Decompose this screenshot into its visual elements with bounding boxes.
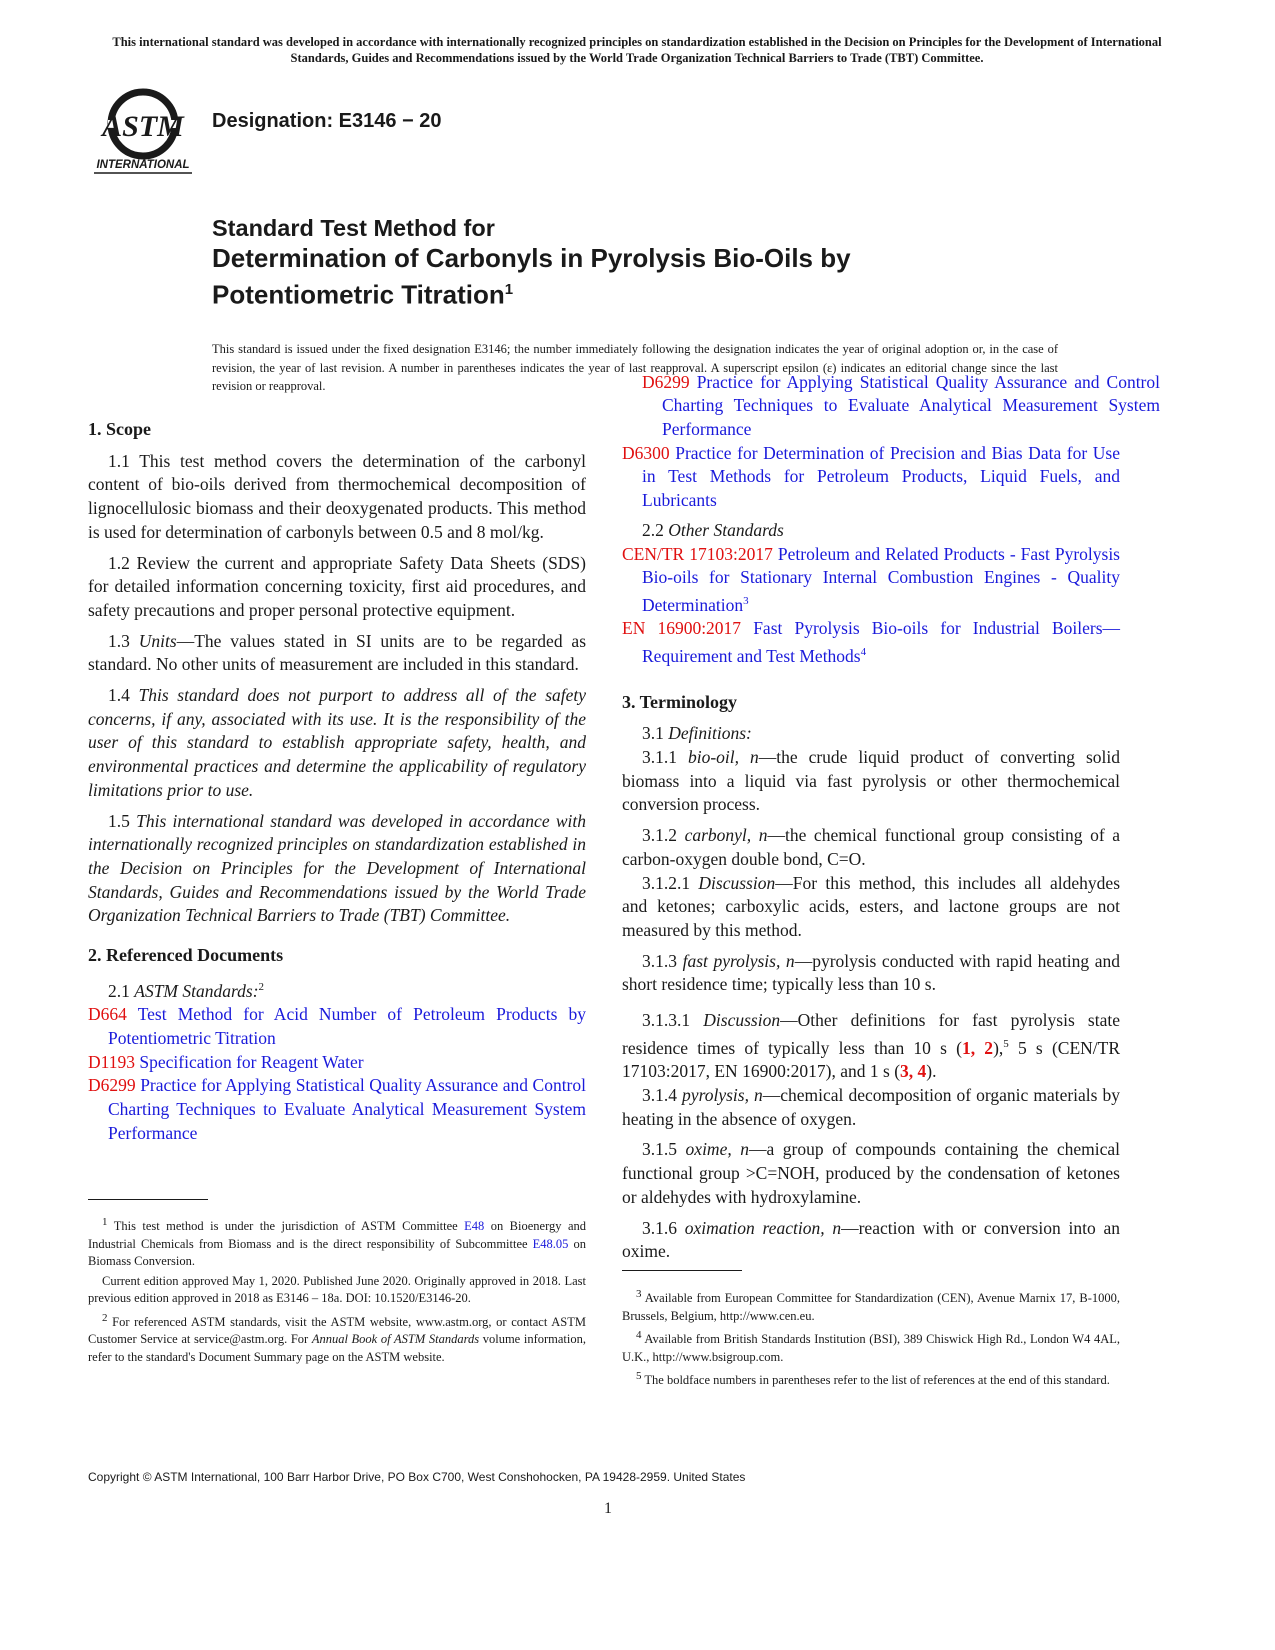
astm-logo-mark [100,92,185,156]
section-2-heading: 2. Referenced Documents [88,945,284,966]
para-1-1: 1.1 This test method covers the determination of the carbonyl content of bio-oils derived from thermochemical decomposition of lignocellulosic biomass and their deoxygenated products. This method is used for determination of carbonyls between 0.5 and 8 mol/kg. [88,450,586,542]
para-3-1: 3.1 Definitions: [642,723,752,744]
footnote-4: $^4$ Available from British Standards Institution (BSI), 389 Chiswick High Rd., London W4 4AL, U.K., http://www.bsigroup.com. [622,1329,1120,1364]
footnote-rule-left [88,1199,208,1200]
para-1-5: 1.5 This international standard was developed in accordance with internationally recognized principles on standardization established in the Decision on Principles for the Development of International Standards, Guides and Recommendations issued by the World Trade Organization Technical Barriers to Trade (TBT) Committee. [88,810,587,926]
title-line-1: Standard Test Method for [212,215,495,241]
footnote-3: $^3$ Available from European Committee for Standardization (CEN), Avenue Marnix 17, B-1000, Brussels, Belgium, http://www.cen.eu. [622,1288,1120,1323]
copyright-line: Copyright © ASTM International, 100 Barr Harbor Drive, PO Box C700, West Conshohocken, PA 19428-2959. United States [88,1470,746,1484]
right-column [622,371,1160,1271]
left-column [88,418,587,1143]
section-3-heading: 3. Terminology [622,691,738,712]
para-3-1-2: 3.1.2 carbonyl, n—the chemical functional group consisting of a carbon-oxygen double bond, C=O. [622,825,1121,869]
ref-link-3-4[interactable]: 3, 4 [900,1061,927,1082]
astm-logo-subtext: INTERNATIONAL [96,159,190,171]
para-3-1-3: 3.1.3 fast pyrolysis, n—pyrolysis conducted with rapid heating and short residence time; typically less than 10 s. [622,950,1120,995]
ref-d6299[interactable]: D6299 Practice for Applying Statistical Quality Assurance and Control Charting Techniques to Evaluate Analytical Measurement System Performance [88,1075,586,1143]
ref-cen-tr-17103[interactable]: CEN/TR 17103:2017 Petroleum and Related Products - Fast Pyrolysis Bio-oils for Stationary Internal Combustion Engines - Quality Determination$^3$ [622,543,1120,615]
footnote-1: $^1$ This test method is under the jurisdiction of ASTM Committee E48 on Bioenergy and Industrial Chemicals from Biomass and is the direct responsibility of Subcommittee E48.05 on Biomass Conversion. [88,1216,586,1269]
para-1-3: 1.3 Units—The values stated in SI units are to be regarded as standard. No other units of measurement are included in this standard. [88,630,587,675]
title-footnote-marker: 1 [504,281,514,298]
ref-d1193[interactable]: D1193 Specification for Reagent Water [88,1051,364,1072]
page-number: 1 [604,1500,612,1517]
para-1-2: 1.2 Review the current and appropriate Safety Data Sheets (SDS) for detailed information concerning toxicity, first aid procedures, and safety precautions and proper personal protective equipment. [88,552,586,620]
astm-logo [88,84,198,182]
ref-d6299-continued[interactable]: D6299 Practice for Applying Statistical Quality Assurance and Control Charting Techniques to Evaluate Analytical Measurement System Performance [642,371,1160,440]
ref-link-1-2[interactable]: 1, 2 [961,1037,994,1058]
para-3-1-3-1: 3.1.3.1 Discussion—Other definitions for fast pyrolysis state residence times of typically less than 10 s (1, 2),$^5$ 5 s (CEN/TR 17103:2017, EN 16900:2017), and 1 s (3, 4). [622,1010,1120,1082]
document-title [212,214,1212,311]
para-3-1-4: 3.1.4 pyrolysis, n—chemical decomposition of organic materials by heating in the absence of oxygen. [622,1085,1121,1129]
wto-notice: This international standard was developed in accordance with internationally recognized principles on standardization established in the Decision on Principles for the Development of International Standards, Guides and Recommendations issued by the World Trade Organization Technical Barriers to Trade (TBT) Committee. [112,35,1162,65]
title-line-3: Potentiometric Titration$^1$ [212,279,514,310]
title-line-2: Determination of Carbonyls in Pyrolysis Bio-Oils by [212,243,851,273]
para-1-4: 1.4 This standard does not purport to address all of the safety concerns, if any, associated with its use. It is the responsibility of the user of this standard to establish appropriate safety, health, and environmental practices and determine the applicability of regulatory limitations prior to use. [88,685,587,800]
footnotes-right [622,1286,1120,1392]
designation: Designation: E3146 − 20 [212,110,442,132]
link-e48[interactable]: E48 [464,1219,485,1234]
footnote-5: $^5$ The boldface numbers in parentheses refer to the list of references at the end of this standard. [636,1370,1110,1388]
link-e48-05[interactable]: E48.05 [532,1236,569,1251]
ref-d664[interactable]: D664 Test Method for Acid Number of Petroleum Products by Potentiometric Titration [88,1004,586,1048]
ref-en-16900[interactable]: EN 16900:2017 Fast Pyrolysis Bio-oils for Industrial Boilers—Requirement and Test Methods$^4$ [622,618,1121,666]
footnote-2: $^2$ For referenced ASTM standards, visit the ASTM website, www.astm.org, or contact ASTM Customer Service at service@astm.org. For Annual Book of ASTM Standards volume information, refer to the standard's Document Summary page on the ASTM website. [88,1311,586,1364]
ref-d6300[interactable]: D6300 Practice for Determination of Precision and Bias Data for Use in Test Methods for Petroleum Products, Liquid Fuels, and Lubricants [622,442,1120,511]
issuance-statement: This standard is issued under the fixed designation E3146; the number immediately following the designation indicates the year of original adoption or, in the case of revision, the year of last revision. A number in parentheses indicates the year of last reapproval. A superscript epsilon (ε) indicates an editorial change since the last revision or reapproval. [212,342,1058,393]
astm-logo-text: ASTM [102,110,184,143]
section-1-heading: 1. Scope [88,419,151,439]
para-2-2: 2.2 Other Standards [642,519,784,540]
footnote-1-edition: Current edition approved May 1, 2020. Published June 2020. Originally approved in 2018. Last previous edition approved in 2018 as E3146 – 18a. DOI: 10.1520/E3146-20. [88,1273,586,1306]
para-3-1-1: 3.1.1 bio-oil, n—the crude liquid product of converting solid biomass into a liquid via fast pyrolysis or other thermochemical conversion process. [622,747,1121,815]
footnote-rule-right [622,1270,742,1271]
para-2-1: 2.1 ASTM Standards:$^2$ [108,980,265,1001]
para-3-1-2-1: 3.1.2.1 Discussion—For this method, this includes all aldehydes and ketones; carboxylic acids, esters, and lactone groups are not measured by this method. [622,872,1121,940]
para-3-1-5: 3.1.5 oxime, n—a group of compounds containing the chemical functional group >C=NOH, produced by the condensation of ketones or aldehydes with hydroxylamine. [622,1139,1120,1207]
para-3-1-6: 3.1.6 oximation reaction, n—reaction with or conversion into an oxime. [622,1217,1120,1262]
footnotes-left [88,1214,586,1368]
